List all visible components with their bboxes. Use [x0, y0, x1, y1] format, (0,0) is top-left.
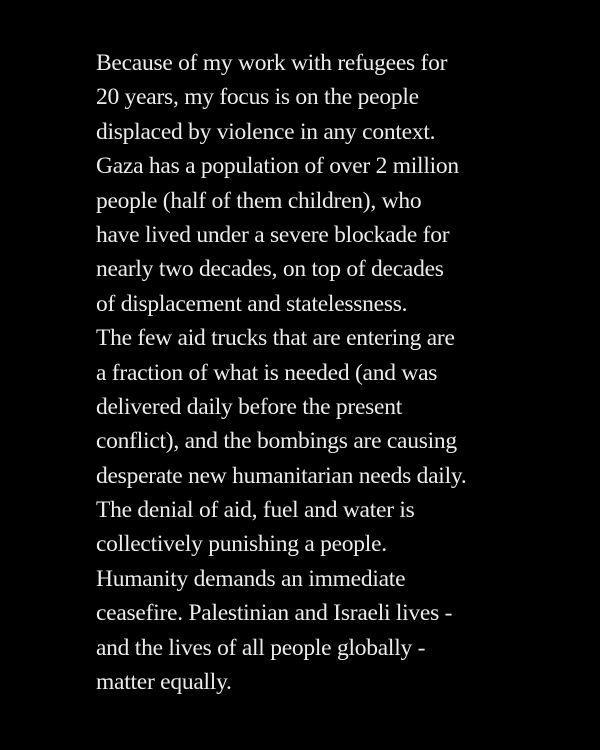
statement-line: people (half of them children), who [96, 187, 422, 214]
statement-line: The few aid trucks that are entering are [96, 325, 455, 352]
statement-line: nearly two decades, on top of decades [96, 256, 444, 283]
statement-line: of displacement and statelessness. [96, 290, 408, 317]
statement-line: Humanity demands an immediate [96, 565, 406, 592]
statement-line: have lived under a severe blockade for [96, 221, 450, 248]
statement-line: and the lives of all people globally - [96, 634, 426, 661]
statement-line: collectively punishing a people. [96, 531, 387, 558]
statement-line: conflict), and the bombings are causing [96, 428, 457, 455]
statement-line: a fraction of what is needed (and was [96, 359, 438, 386]
statement-line: delivered daily before the present [96, 393, 402, 420]
statement-line: Because of my work with refugees for [96, 50, 448, 76]
statement-line: matter equally. [96, 669, 232, 696]
statement-line: The denial of aid, fuel and water is [96, 497, 415, 524]
statement-line: desperate new humanitarian needs daily. [96, 462, 467, 489]
statement-line: Gaza has a population of over 2 million [96, 153, 459, 180]
statement-line: ceasefire. Palestinian and Israeli lives - [96, 600, 453, 627]
statement-line: displaced by violence in any context. [96, 118, 436, 145]
statement-line: 20 years, my focus is on the people [96, 84, 419, 111]
statement-text-block [96, 46, 516, 699]
